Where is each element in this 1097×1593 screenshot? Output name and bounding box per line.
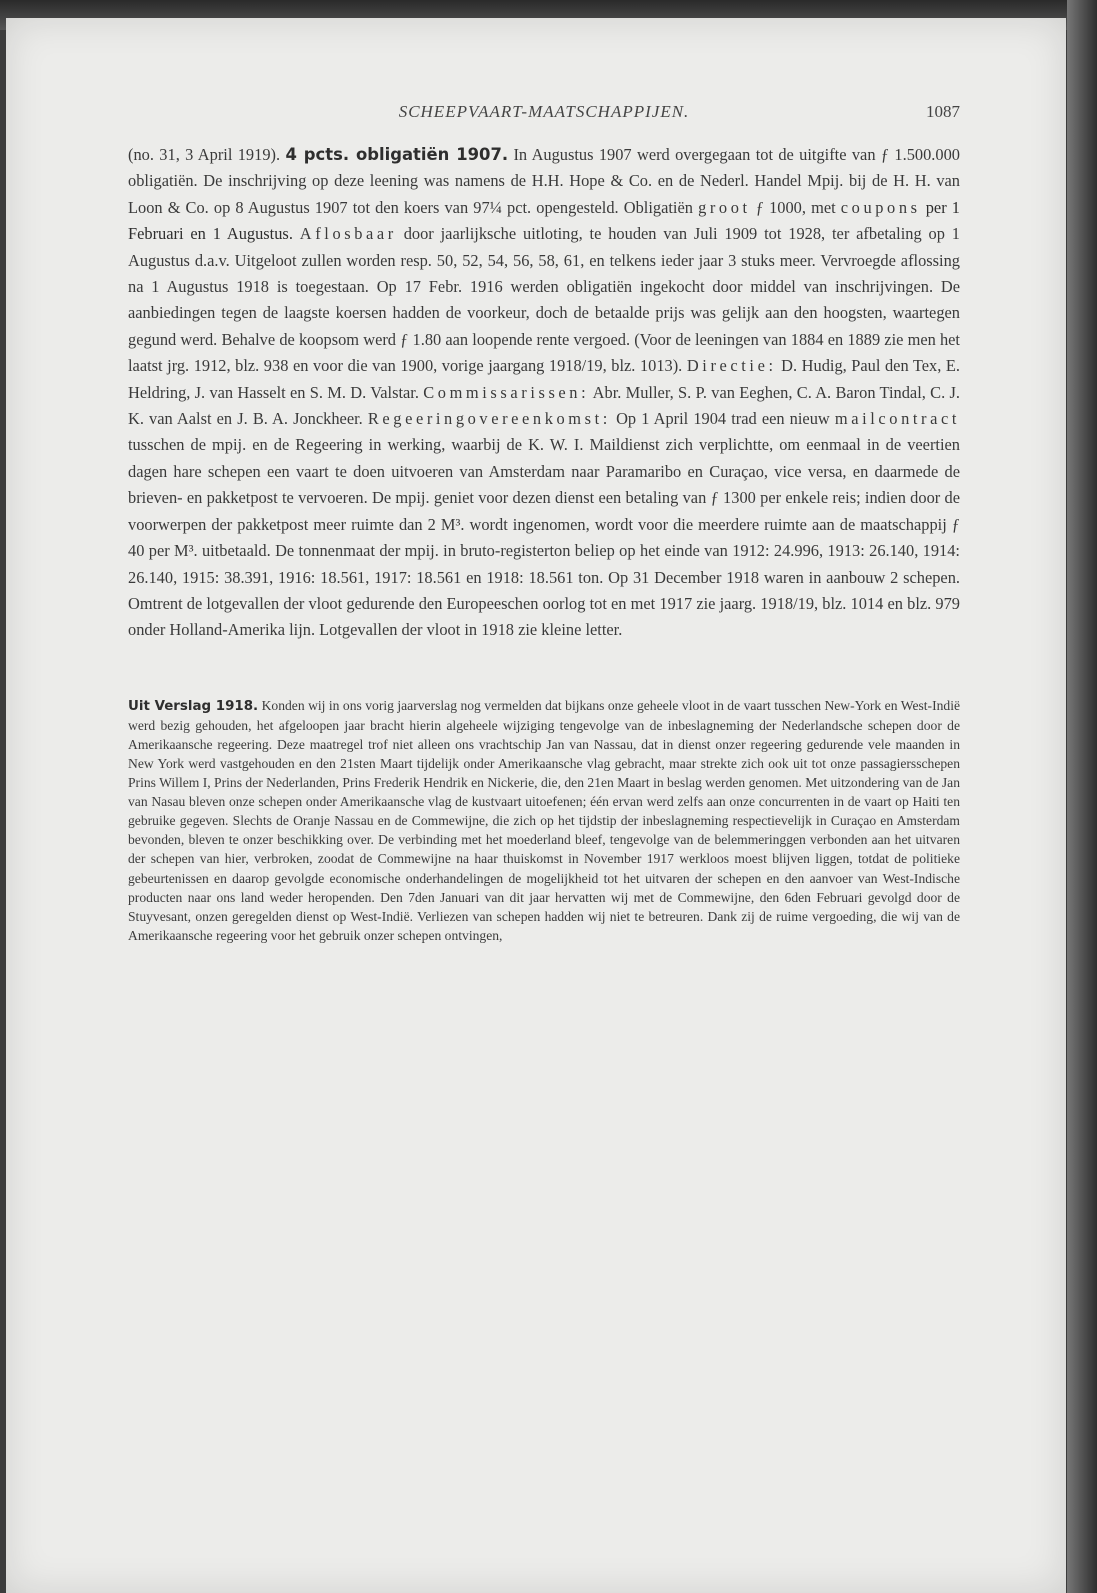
paragraph-text: Op 1 April 1904 trad een nieuw	[616, 409, 830, 429]
label-aflosbaar: Aflosbaar	[299, 224, 397, 244]
running-head	[128, 102, 960, 128]
paragraph-text: door jaarlijksche uitloting, te houden van Juli 1909 tot 1928, ter afbetaling op 1 Augustus d.a.v. Uitgeloot zullen worden resp. 50, 52, 54, 56, 58, 61, en telkens ieder jaar 3 stuks meer. Vervroegde aflossing na 1 Augustus 1918 is toegestaan. Op 17 Febr. 1916 werden obligatiën ingekocht door middel van inschrijvingen. De aanbiedingen tegen de laagste koersen hadden de voorkeur, doch de betaalde prijs was gelijk aan den hoogsten, waartegen gegund werd. Behalve de koopsom werd ƒ 1.80 aan loopende rente vergoed. (Voor de leeningen van 1884 en 1889 zie men het laatst jrg. 1912, blz. 938 en voor die van 1900, vorige jaargang 1918/19, blz. 1013).	[128, 224, 960, 376]
label-commissarissen: Commissarissen:	[423, 382, 590, 402]
scan-edge-right	[1067, 0, 1097, 1593]
paragraph-text: per 1 Februari en 1 Augustus.	[128, 197, 960, 244]
book-page	[6, 18, 1066, 1593]
label-mailcontract: mailcontract	[834, 409, 960, 429]
report-heading: Uit Verslag 1918.	[128, 698, 259, 714]
commissarissen-names: Abr. Muller, S. P. van Eeghen, C. A. Baron Tindal, C. J. K. van Aalst en J. B. A. Jonckheer.	[128, 382, 960, 429]
paragraph-text: In Augustus 1907 werd overgegaan tot de uitgifte van ƒ 1.500.000 obligatiën. De inschrijving op deze leening was namens de H.H. Hope & Co. en de Nederl. Handel Mpij. bij de H. H. van Loon & Co. op 8 Augustus 1907 tot den koers van 97¼ pct. opengesteld.	[128, 145, 960, 217]
label-groot: groot	[698, 197, 751, 217]
main-paragraph	[128, 142, 960, 644]
page-content	[128, 102, 960, 945]
label-coupons: coupons	[840, 197, 921, 217]
directie-names: D. Hudig, Paul den Tex, E. Heldring, J. van Hasselt en S. M. D. Valstar.	[128, 356, 960, 402]
section-heading: 4 pcts. obligatiën 1907.	[285, 145, 509, 164]
paragraph-text: tusschen de mpij. en de Regeering in werking, waarbij de K. W. I. Maildienst zich verplichtte, om eenmaal in de veertien dagen hare schepen een vaart te doen uitvoeren van Amsterdam naar Paramaribo en Curaçao, vice versa, en daarmede de brieven- en pakketpost te vervoeren. De mpij. geniet voor dezen dienst een betaling van ƒ 1300 per enkele reis; indien door de voorwerpen der pakketpost meer ruimte dan 2 M³. wordt ingenomen, wordt voor die meerdere ruimte aan de maatschappij ƒ 40 per M³. uitbetaald. De tonnenmaat der mpij. in bruto-registerton beliep op het einde van 1912: 24.996, 1913: 26.140, 1914: 26.140, 1915: 38.391, 1916: 18.561, 1917: 18.561 en 1918: 18.561 ton. Op 31 December 1918 waren in aanbouw 2 schepen. Omtrent de lotgevallen der vloot gedurende den Europeeschen oorlog tot en met 1917 zie jaarg. 1918/19, blz. 1014 en blz. 979 onder Holland-Amerika lijn. Lotgevallen der vloot in 1918 zie kleine letter.	[128, 435, 960, 640]
page-number: 1087	[926, 102, 960, 121]
label-directie: Directie:	[686, 356, 777, 376]
report-body: Konden wij in ons vorig jaarverslag nog vermelden dat bijkans onze geheele vloot in de vaart tusschen New-York en West-Indië werd bezig gehouden, het afgeloopen jaar bracht hierin algeheele wijziging tengevolge van de inbeslagneming der Nederlandsche schepen door de Amerikaansche regeering. Deze maatregel trof niet alleen ons vrachtschip Jan van Nassau, dat in dienst onzer regeering gedurende vele maanden in New York werd vastgehouden en den 21sten Maart tijdelijk onder Amerikaansche vlag gebracht, maar strekte zich ook uit tot onze passagiersschepen Prins Willem I, Prins der Nederlanden, Prins Frederik Hendrik en Nickerie, die, den 21en Maart in beslag werden genomen. Met uitzondering van de Jan van Nasau bleven onze schepen onder Amerikaansche vlag de kustvaart uitoefenen; één ervan werd zelfs aan onze concurrenten in de vaart op Haiti ten gebruike gegeven. Slechts de Oranje Nassau en de Commewijne, die zich op het tijdstip der inbeslagneming respectievelijk in Curaçao en Amsterdam bevonden, bleven te onzer beschikking over. De verbinding met het moederland bleef, tengevolge van de belemmeringgen verbonden aan het uitvaren der schepen van hier, verbroken, zoodat de Commewijne na haar thuiskomst in November 1917 werkloos moest blijven liggen, totdat de politieke gebeurtenissen en daarop gevolgde economische onderhandelingen de mogelijkheid tot het uitvaren der schepen en den aanvoer van West-Indische producten naar ons land weder heropenden. Den 7den Januari van dit jaar hervatten wij met de Commewijne, den 6den Februari gevolgd door de Stuyvesant, onzen geregelden dienst op West-Indië. Verliezen van schepen hadden wij niet te betreuren. Dank zij de ruime vergoeding, die wij van de Amerikaansche regeering voor het gebruik onzer schepen ontvingen,	[128, 697, 960, 943]
label-obligatien: Obligatiën	[623, 197, 693, 217]
paragraph-text: ƒ 1000, met	[755, 197, 836, 217]
report-excerpt	[128, 696, 960, 945]
running-head-title: SCHEEPVAART-MAATSCHAPPIJEN.	[398, 102, 690, 121]
label-regeeringovereenkomst: Regeeringovereenkomst:	[367, 409, 611, 429]
paragraph-intro: (no. 31, 3 April 1919).	[128, 145, 281, 164]
